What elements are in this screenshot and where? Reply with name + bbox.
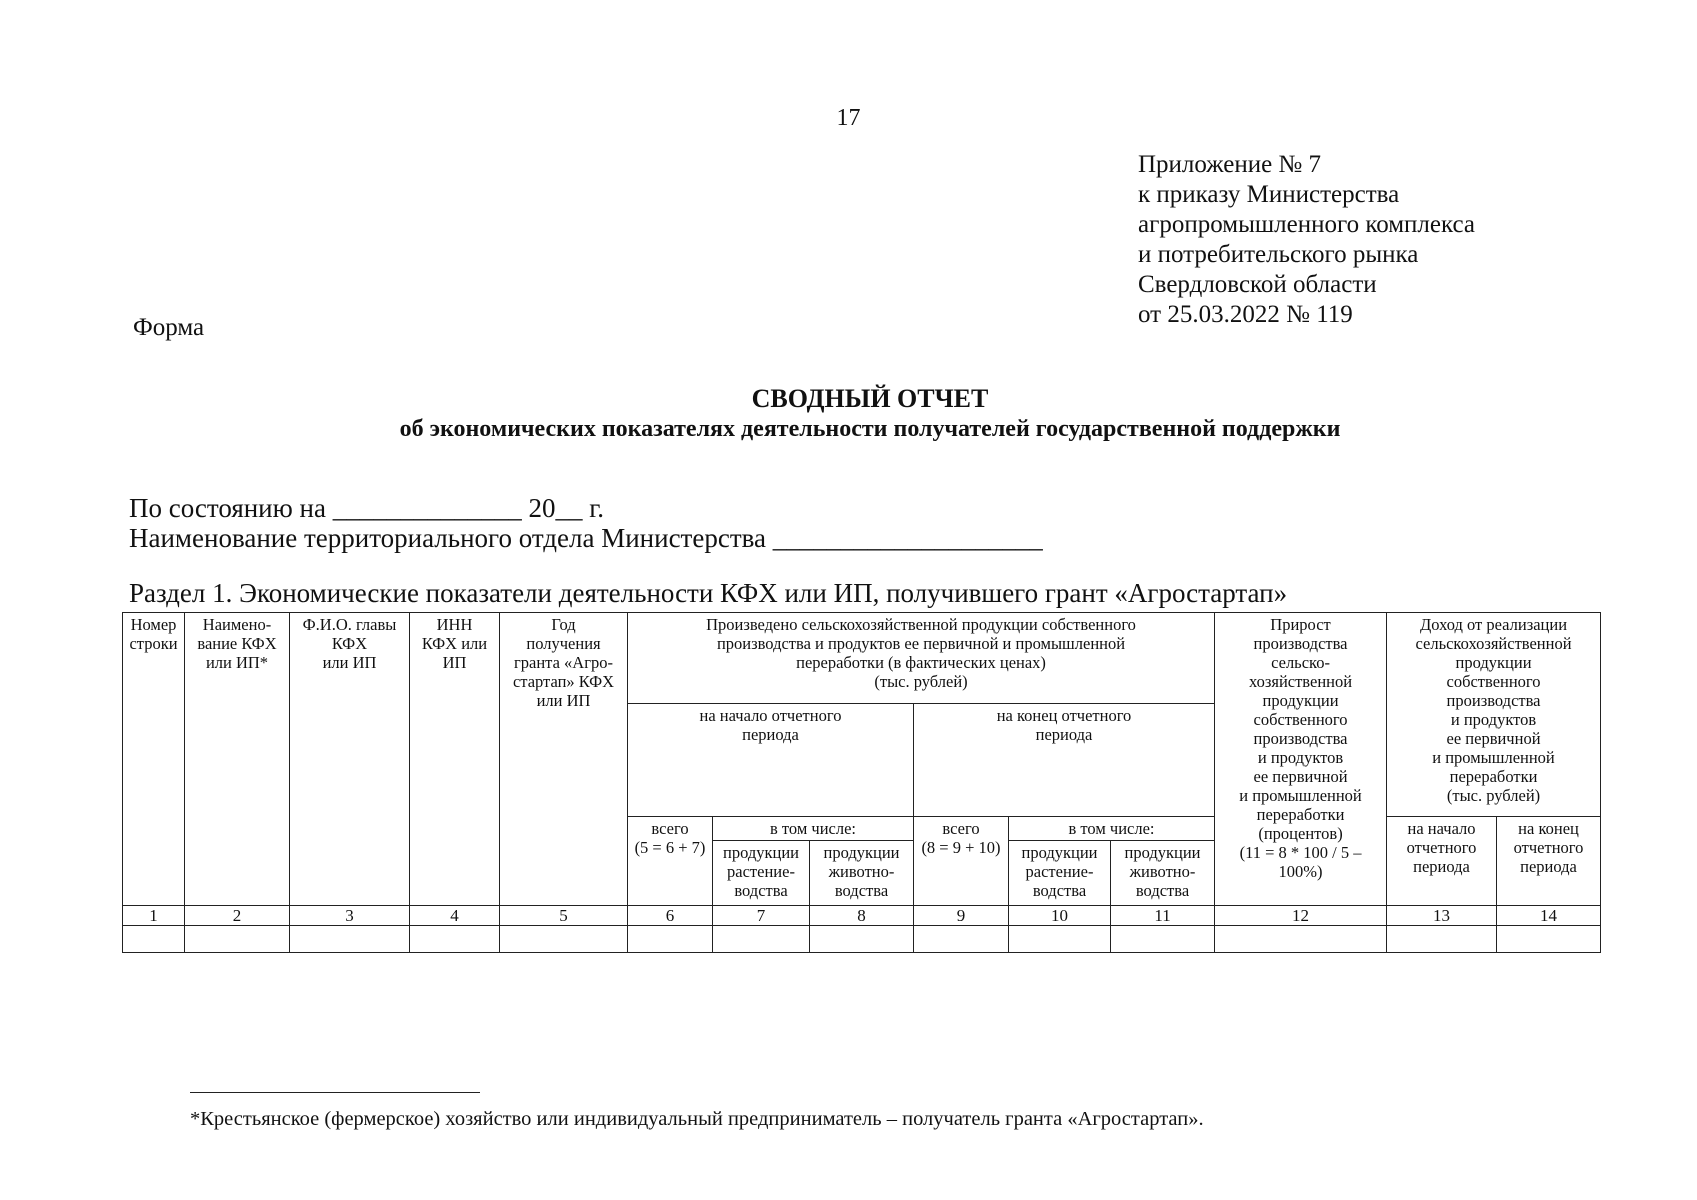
column-number: 9 xyxy=(914,906,1009,926)
table-cell[interactable] xyxy=(914,926,1009,953)
column-number: 3 xyxy=(290,906,410,926)
column-number: 5 xyxy=(500,906,628,926)
header-including-end: в том числе: xyxy=(1009,817,1215,841)
column-number: 2 xyxy=(185,906,290,926)
header-inn: ИНН КФХ или ИП xyxy=(410,613,500,906)
column-number: 12 xyxy=(1215,906,1387,926)
column-number: 13 xyxy=(1387,906,1497,926)
report-title: СВОДНЫЙ ОТЧЕТ xyxy=(751,384,989,413)
header-animal-start: продукции животно- водства xyxy=(810,841,914,906)
table-cell[interactable] xyxy=(628,926,713,953)
appendix-line: Приложение № 7 xyxy=(1138,151,1322,178)
table-cell[interactable] xyxy=(185,926,290,953)
footnote: *Крестьянское (фермерское) хозяйство или индивидуальный предприниматель – получатель гранта «Агростартап». xyxy=(190,1108,1204,1130)
table-row xyxy=(123,926,1601,953)
header-including-start: в том числе: xyxy=(713,817,914,841)
report-subtitle: об экономических показателях деятельности получателей государственной поддержки xyxy=(399,416,1341,442)
header-income-start: на начало отчетного периода xyxy=(1387,817,1497,906)
header-name: Наимено- вание КФХ или ИП* xyxy=(185,613,290,906)
table-cell[interactable] xyxy=(1009,926,1111,953)
appendix-line: агропромышленного комплекса xyxy=(1138,211,1476,238)
table-cell[interactable] xyxy=(500,926,628,953)
header-produced: Произведено сельскохозяйственной продукции собственного производства и продуктов ее первичной и промышленной переработки (в фактических ценах) (тыс. рублей) xyxy=(628,613,1215,704)
table-cell[interactable] xyxy=(810,926,914,953)
section-title: Раздел 1. Экономические показатели деятельности КФХ или ИП, получившего грант «Агростартап» xyxy=(129,578,1288,608)
header-crop-start: продукции растение- водства xyxy=(713,841,810,906)
column-number: 4 xyxy=(410,906,500,926)
appendix-line: к приказу Министерства xyxy=(1138,181,1400,208)
table-cell[interactable] xyxy=(713,926,810,953)
appendix-line: от 25.03.2022 № 119 xyxy=(1138,301,1353,328)
table-cell[interactable] xyxy=(290,926,410,953)
header-head-fio: Ф.И.О. главы КФХ или ИП xyxy=(290,613,410,906)
column-number: 8 xyxy=(810,906,914,926)
column-number: 10 xyxy=(1009,906,1111,926)
header-animal-end: продукции животно- водства xyxy=(1111,841,1215,906)
page-number: 17 xyxy=(836,105,861,131)
column-number: 14 xyxy=(1497,906,1601,926)
appendix-line: и потребительского рынка xyxy=(1138,241,1419,268)
header-total-end: всего (8 = 9 + 10) xyxy=(914,817,1009,906)
column-number: 6 xyxy=(628,906,713,926)
header-income-end: на конец отчетного периода xyxy=(1497,817,1601,906)
header-start-period: на начало отчетного периода xyxy=(628,704,914,817)
footnote-divider xyxy=(190,1092,480,1093)
column-number: 11 xyxy=(1111,906,1215,926)
table-cell[interactable] xyxy=(1387,926,1497,953)
header-end-period: на конец отчетного периода xyxy=(914,704,1215,817)
appendix-line: Свердловской области xyxy=(1138,271,1377,298)
header-row-number: Номер строки xyxy=(123,613,185,906)
report-table xyxy=(122,612,1601,953)
table-cell[interactable] xyxy=(1111,926,1215,953)
appendix-block xyxy=(1138,150,1475,330)
header-growth: Прирост производства сельско- хозяйственной продукции собственного производства и продуктов ее первичной и промышленной переработки (процентов) (11 = 8 * 100 / 5 – 100%) xyxy=(1215,613,1387,906)
table-cell[interactable] xyxy=(1497,926,1601,953)
table-cell[interactable] xyxy=(123,926,185,953)
department-line: Наименование территориального отдела Министерства ____________________ xyxy=(129,523,1043,553)
column-number: 7 xyxy=(713,906,810,926)
header-grant-year: Год получения гранта «Агро- стартап» КФХ или ИП xyxy=(500,613,628,906)
header-crop-end: продукции растение- водства xyxy=(1009,841,1111,906)
table-cell[interactable] xyxy=(1215,926,1387,953)
form-label: Форма xyxy=(133,314,205,341)
column-number: 1 xyxy=(123,906,185,926)
table-cell[interactable] xyxy=(410,926,500,953)
state-date-line: По состоянию на ______________ 20__ г. xyxy=(129,493,605,523)
header-total-start: всего (5 = 6 + 7) xyxy=(628,817,713,906)
header-income: Доход от реализации сельскохозяйственной продукции собственного производства и продуктов ее первичной и промышленной переработки (тыс. рублей) xyxy=(1387,613,1601,817)
